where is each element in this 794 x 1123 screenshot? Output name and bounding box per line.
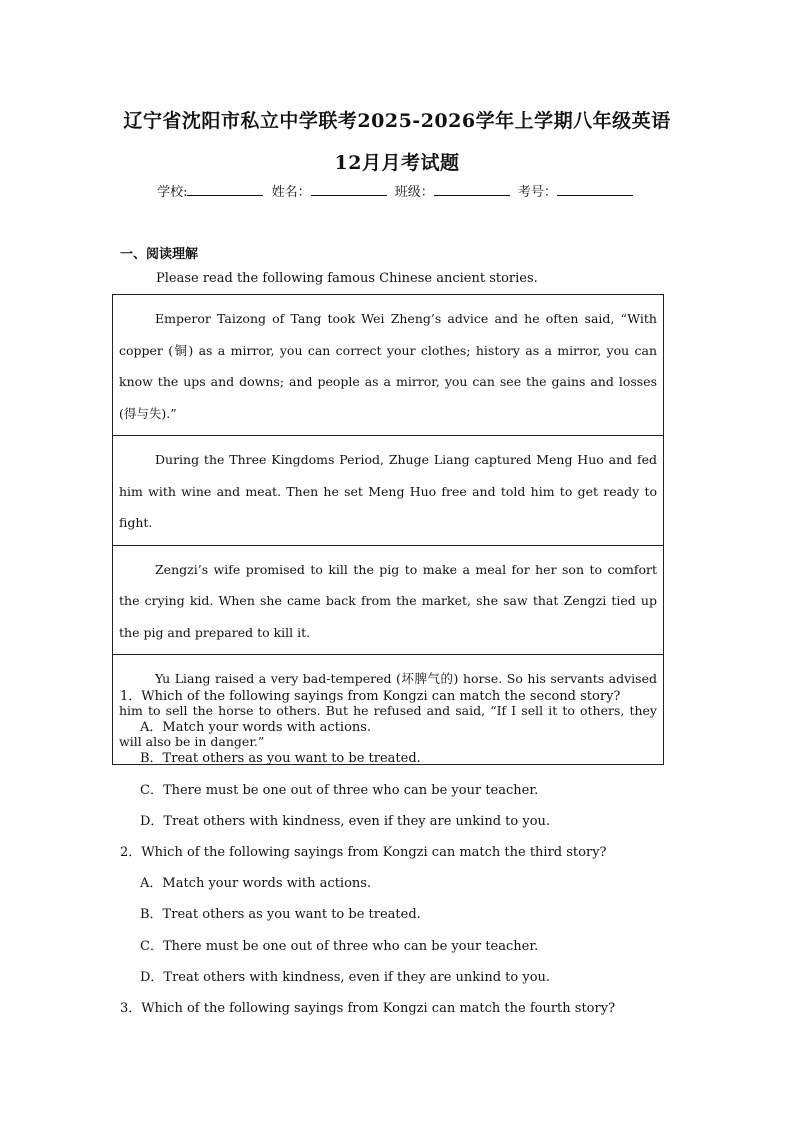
question-1-option-a[interactable]: A．Match your words with actions. (140, 720, 372, 736)
name-label: 姓名： (271, 185, 311, 200)
question-2-stem: 2．Which of the following sayings from Kongzi can match the third story? (120, 844, 607, 860)
story-2: During the Three Kingdoms Period, Zhuge Liang captured Meng Huo and fed him with wine and meat. Then he set Meng Huo free and told him to get ready to fight. (113, 436, 663, 546)
question-2-option-a[interactable]: A．Match your words with actions. (140, 876, 372, 892)
question-3-stem: 3．Which of the following sayings from Kongzi can match the fourth story? (120, 1000, 616, 1016)
school-blank[interactable] (187, 183, 263, 196)
question-2-option-d[interactable]: D．Treat others with kindness, even if they are unkind to you. (140, 969, 551, 985)
student-info-line (0, 181, 794, 200)
name-blank[interactable] (311, 183, 387, 196)
question-1-option-b[interactable]: B．Treat others as you want to be treated. (140, 751, 421, 767)
question-list (120, 686, 680, 1029)
school-label: 学校: (157, 185, 188, 200)
section-heading: 一、阅读理解 (120, 247, 199, 262)
exam-title-line1: 辽宁省沈阳市私立中学联考2025-2026学年上学期八年级英语 (123, 110, 671, 132)
story-4: Yu Liang raised a very bad-tempered (坏脾气的) horse. So his servants advised him to sell the horse to others. But he refused and said, “If I sell it to others, they will also be in danger.” (119, 671, 657, 749)
question-1-stem: 1．Which of the following sayings from Kongzi can match the second story? (120, 689, 621, 704)
exam-number-blank[interactable] (557, 183, 633, 196)
question-1-option-c[interactable]: C．There must be one out of three who can be your teacher. (140, 782, 539, 798)
class-label: 班级： (394, 185, 434, 200)
exam-title-line2: 12月月考试题 (334, 152, 460, 174)
section-intro: Please read the following famous Chinese ancient stories. (156, 271, 538, 286)
class-blank[interactable] (434, 183, 510, 196)
story-1: Emperor Taizong of Tang took Wei Zheng’s advice and he often said, “With copper (铜) as a mirror, you can correct your clothes; history as a mirror, you can know the ups and downs; and people as a mirror, you can see the gains and losses (得与失).” (113, 295, 663, 436)
question-2-option-c[interactable]: C．There must be one out of three who can be your teacher. (140, 938, 539, 954)
exam-number-label: 考号： (517, 185, 557, 200)
question-1-option-d[interactable]: D．Treat others with kindness, even if they are unkind to you. (140, 813, 551, 829)
story-3: Zengzi’s wife promised to kill the pig to make a meal for her son to comfort the crying kid. When she came back from the market, she saw that Zengzi tied up the pig and prepared to kill it. (113, 546, 663, 656)
question-2-option-b[interactable]: B．Treat others as you want to be treated. (140, 907, 421, 923)
